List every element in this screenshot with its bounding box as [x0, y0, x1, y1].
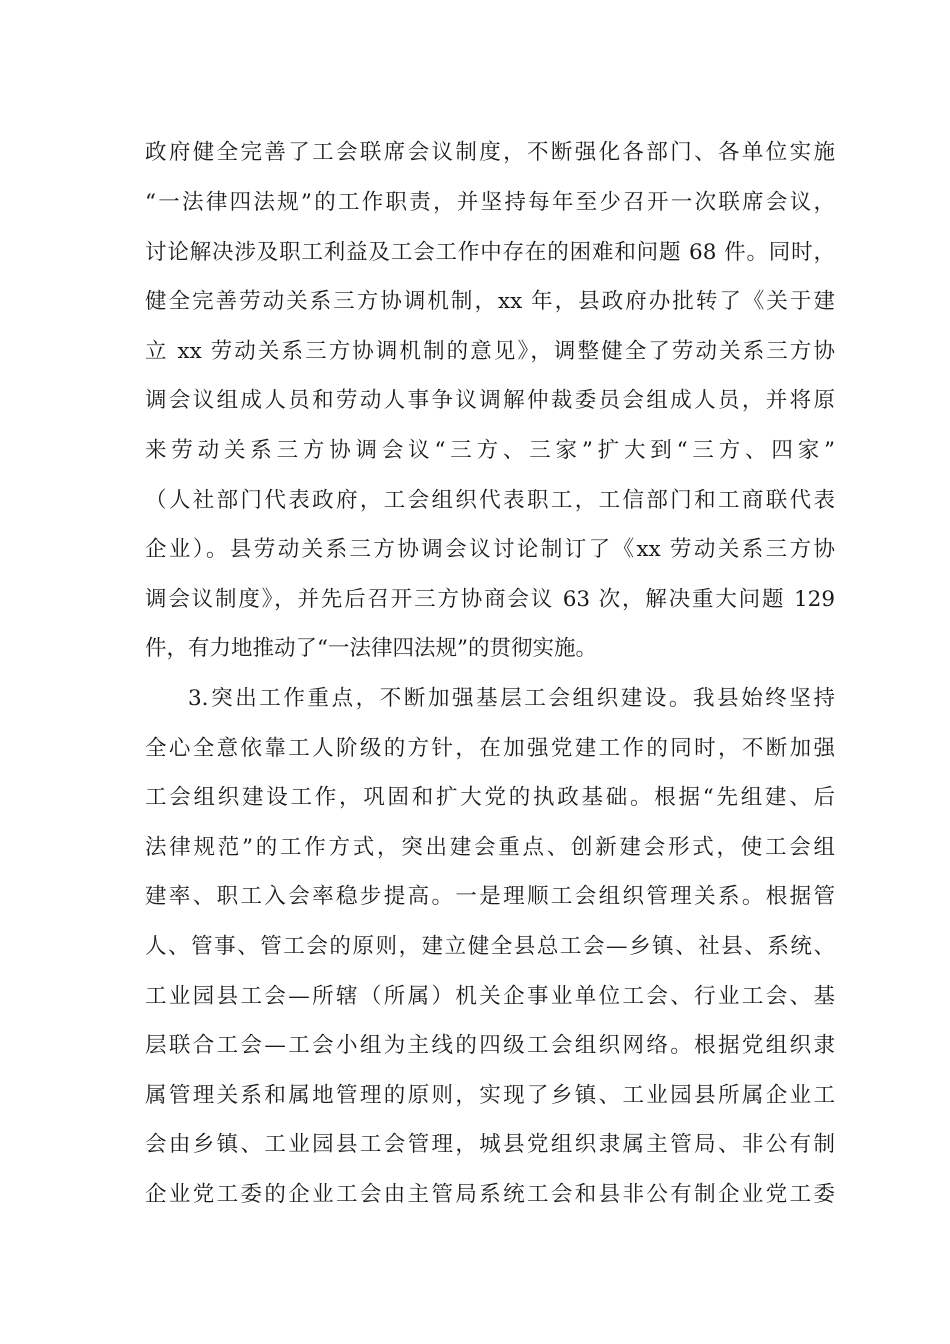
text-line: 企业）。县劳动关系三方协调会议讨论制订了《xx 劳动关系三方协 [145, 537, 835, 562]
text-line: 健全完善劳动关系三方协调机制，xx 年，县政府办批转了《关于建 [145, 289, 835, 314]
text-line: 工会组织建设工作，巩固和扩大党的执政基础。根据“先组建、后 [145, 785, 835, 810]
text-line: 全心全意依靠工人阶级的方针，在加强党建工作的同时，不断加强 [145, 736, 835, 761]
text-line: 法律规范”的工作方式，突出建会重点、创新建会形式，使工会组 [145, 835, 835, 860]
text-line: 会由乡镇、工业园县工会管理，城县党组织隶属主管局、非公有制 [145, 1132, 835, 1157]
text-line: 企业党工委的企业工会由主管局系统工会和县非公有制企业党工委 [145, 1182, 835, 1207]
text-line: 立 xx 劳动关系三方协调机制的意见》，调整健全了劳动关系三方协 [145, 339, 835, 364]
text-line: 建率、职工入会率稳步提高。一是理顺工会组织管理关系。根据管 [145, 884, 835, 909]
text-line: 政府健全完善了工会联席会议制度，不断强化各部门、各单位实施 [145, 140, 835, 165]
text-line: 来劳动关系三方协调会议“三方、三家”扩大到“三方、四家” [145, 438, 835, 463]
text-line: 人、管事、管工会的原则，建立健全县总工会—乡镇、社县、系统、 [145, 934, 835, 959]
text-line: 工业园县工会—所辖（所属）机关企事业单位工会、行业工会、基 [145, 984, 835, 1009]
text-line: 讨论解决涉及职工利益及工会工作中存在的困难和问题 68 件。同时， [145, 240, 835, 265]
section-heading-line: 3.突出工作重点，不断加强基层工会组织建设。我县始终坚持 [188, 686, 835, 711]
text-line: 调会议制度》，并先后召开三方协商会议 63 次，解决重大问题 129 [145, 587, 835, 612]
text-line: 件，有力地推动了“一法律四法规”的贯彻实施。 [145, 636, 597, 661]
text-line: “一法律四法规”的工作职责，并坚持每年至少召开一次联席会议， [145, 190, 835, 215]
text-line: （人社部门代表政府，工会组织代表职工，工信部门和工商联代表 [145, 488, 835, 513]
text-line: 属管理关系和属地管理的原则，实现了乡镇、工业园县所属企业工 [145, 1083, 835, 1108]
text-line: 层联合工会—工会小组为主线的四级工会组织网络。根据党组织隶 [145, 1033, 835, 1058]
text-line: 调会议组成人员和劳动人事争议调解仲裁委员会组成人员，并将原 [145, 388, 835, 413]
